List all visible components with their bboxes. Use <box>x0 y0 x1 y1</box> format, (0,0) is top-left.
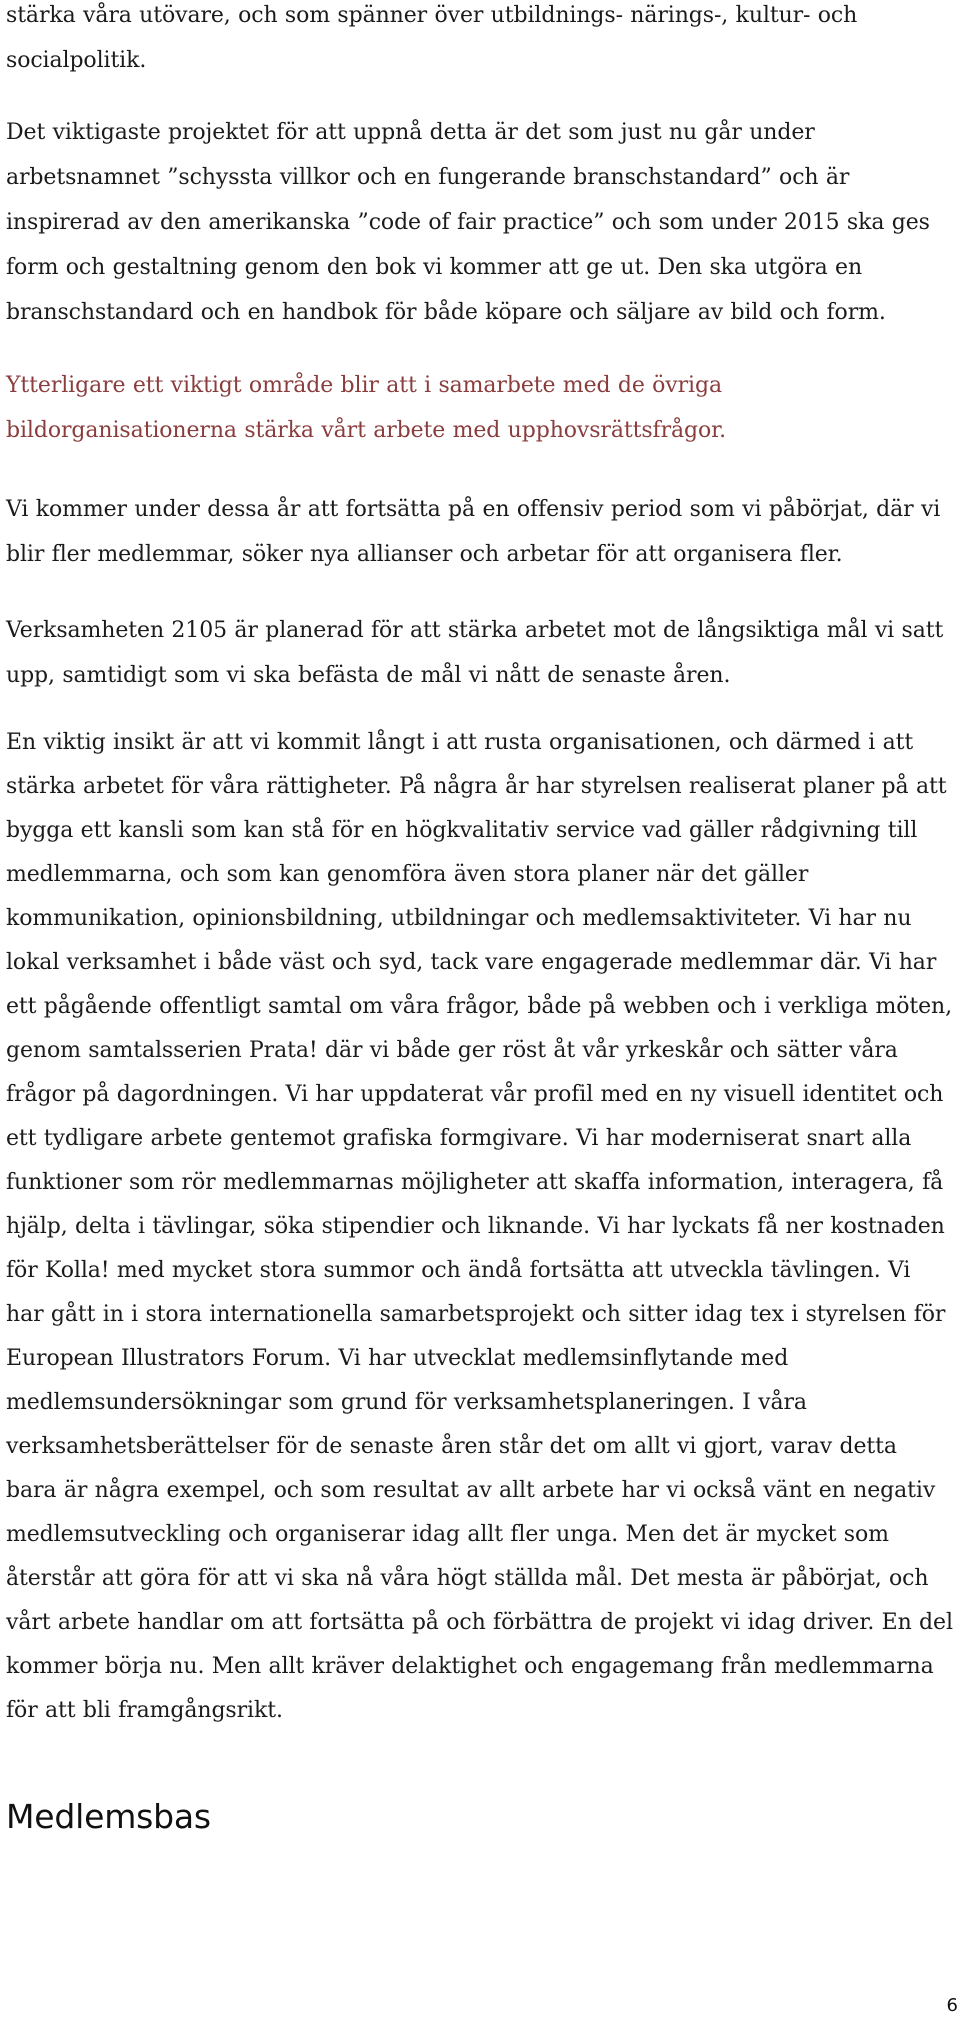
paragraph-continuation: stärka våra utövare, och som spänner över utbildnings- närings-, kultur- och socialpolitik. <box>6 3 858 73</box>
paragraph-insight: En viktig insikt är att vi kommit långt i att rusta organisationen, och därmed i att stärka arbetet för våra rättigheter. På några år har styrelsen realiserat planer på att bygga ett kansli som kan stå för en högkvalitativ service vad gäller rådgivning till medlemmarna, och som kan genomföra även stora planer när det gäller kommunikation, opinionsbildning, utbildningar och medlemsaktiviteter. Vi har nu lokal verksamhet i både väst och syd, tack vare engagerade medlemmar där. Vi har ett pågående offentligt samtal om våra frågor, både på webben och i verkliga möten, genom samtalsserien Prata! där vi både ger röst åt vår yrkeskår och sätter våra frågor på dagordningen. Vi har uppdaterat vår profil med en ny visuell identitet och ett tydligare arbete gentemot grafiska formgivare. Vi har moderniserat snart alla funktioner som rör medlemmarnas möjligheter att skaffa information, interagera, få hjälp, delta i tävlingar, söka stipendier och liknande. Vi har lyckats få ner kostnaden för Kolla! med mycket stora summor och ändå fortsätta att utveckla tävlingen. Vi har gått in i stora internationella samarbetsprojekt och sitter idag tex i styrelsen för European Illustrators Forum. Vi har utvecklat medlemsinflytande med medlemsundersökningar som grund för verksamhetsplaneringen. I våra verksamhetsberättelser för de senaste åren står det om allt vi gjort, varav detta bara är några exempel, och som resultat av allt arbete har vi också vänt en negativ medlemsutveckling och organiserar idag allt fler unga. Men det är mycket som återstår att göra för att vi ska nå våra högt ställda mål. Det mesta är påbörjat, och vårt arbete handlar om att fortsätta på och förbättra de projekt vi idag driver. En del kommer börja nu. Men allt kräver delaktighet och engagemang från medlemmarna för att bli framgångsrikt. <box>6 730 953 1723</box>
paragraph-copyright-highlight: Ytterligare ett viktigt område blir att i samarbete med de övriga bildorganisationerna stärka vårt arbete med upphovsrättsfrågor. <box>6 373 727 443</box>
section-heading-medlemsbas: Medlemsbas <box>6 1797 211 1836</box>
paragraph-main-project: Det viktigaste projektet för att uppnå detta är det som just nu går under arbetsnamnet ”schyssta villkor och en fungerande branschstandard” och är inspirerad av den amerikanska ”code of fair practice” och som under 2015 ska ges form och gestaltning genom den bok vi kommer att ge ut. Den ska utgöra en branschstandard och en handbok för både köpare och säljare av bild och form. <box>6 120 930 325</box>
paragraph-offensive-period: Vi kommer under dessa år att fortsätta på en offensiv period som vi påbörjat, där vi blir fler medlemmar, söker nya allianser och arbetar för att organisera fler. <box>6 497 941 567</box>
page-number: 6 <box>946 1995 958 2016</box>
paragraph-verksamheten: Verksamheten 2105 är planerad för att stärka arbetet mot de långsiktiga mål vi satt upp, samtidigt som vi ska befästa de mål vi nått de senaste åren. <box>6 618 944 688</box>
